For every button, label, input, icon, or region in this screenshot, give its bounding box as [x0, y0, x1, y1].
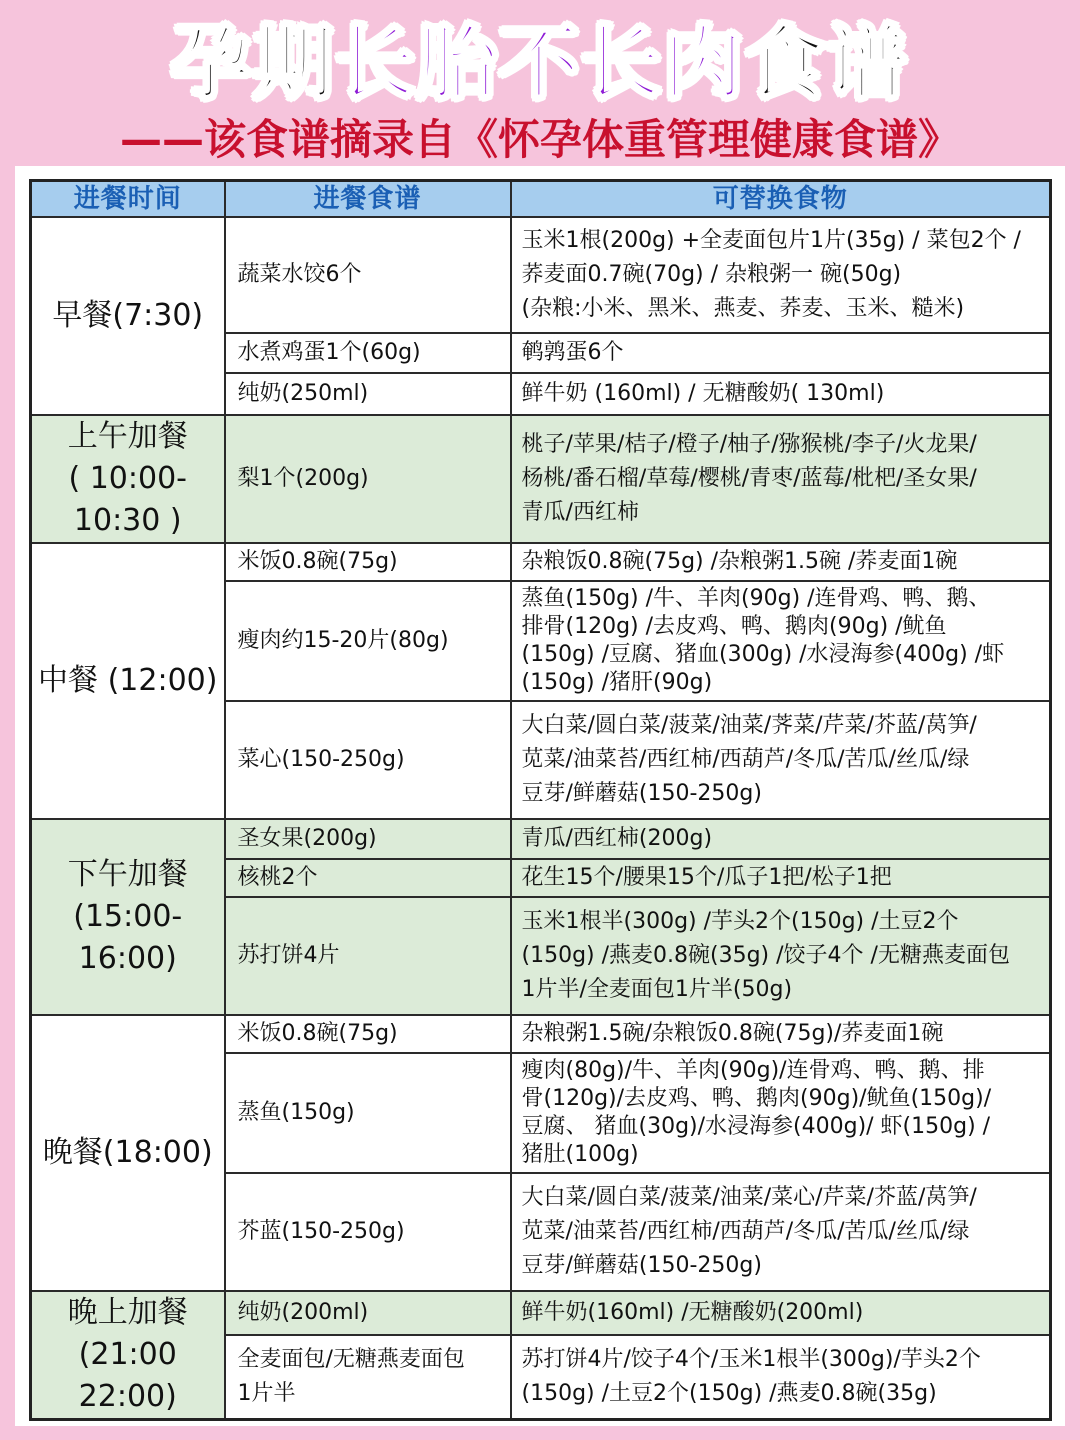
table-row [31, 217, 1051, 333]
menu-table [29, 179, 1052, 1421]
dish-cell: 蒸鱼(150g) [225, 1053, 511, 1173]
alt-line: 豆芽/鲜蘑菇(150-250g) [521, 1253, 762, 1278]
dish-cell: 水煮鸡蛋1个(60g) [225, 333, 511, 373]
alt-line: (150g) /土豆2个(150g) /燕麦0.8碗(35g) [521, 1381, 937, 1407]
alt-cell: 杂粮饭0.8碗(75g) /杂粮粥1.5碗 /荞麦面1碗 [511, 543, 1051, 581]
alt-cell: 花生15个/腰果15个/瓜子1把/松子1把 [511, 859, 1051, 897]
alt-line: 豆腐、 猪血(30g)/水浸海参(400g)/ 虾(150g) / [521, 1114, 991, 1139]
alt-cell: 青瓜/西红柿(200g) [511, 819, 1051, 859]
time-line: 上午加餐 [67, 419, 188, 454]
alt-line: (杂粮:小米、黑米、燕麦、荞麦、玉米、糙米) [521, 296, 965, 321]
dish-cell: 核桃2个 [225, 859, 511, 897]
header-alternatives: 可替换食物 [511, 181, 1051, 218]
table-row [31, 1015, 1051, 1053]
alt-line: 豆芽/鲜蘑菇(150-250g) [521, 781, 762, 806]
meal-time-dinner: 晚餐(18:00) [31, 1015, 225, 1291]
dish-cell: 米饭0.8碗(75g) [225, 543, 511, 581]
dish-cell [225, 1335, 511, 1419]
alt-line: 排骨(120g) /去皮鸡、鸭、鹅肉(90g) /鱿鱼 [521, 614, 947, 639]
alt-line: 1片半/全麦面包1片半(50g) [521, 977, 793, 1002]
meal-time-evening-snack [31, 1291, 225, 1420]
alt-cell: 杂粮粥1.5碗/杂粮饭0.8碗(75g)/荞麦面1碗 [511, 1015, 1051, 1053]
dish-cell: 蔬菜水饺6个 [225, 217, 511, 333]
alt-line: 大白菜/圆白菜/菠菜/油菜/荠菜/芹菜/芥蓝/莴笋/ [521, 713, 977, 738]
time-line: 晚上加餐 [67, 1295, 188, 1330]
alt-line: 荞麦面0.7碗(70g) / 杂粮粥一 碗(50g) [521, 262, 902, 287]
header-meal-time: 进餐时间 [31, 181, 225, 218]
alt-cell [511, 581, 1051, 701]
alt-cell [511, 217, 1051, 333]
time-line: (15:00-16:00) [73, 899, 183, 976]
alt-line: 苋菜/油菜苔/西红柿/西葫芦/冬瓜/苦瓜/丝瓜/绿 [521, 747, 970, 772]
alt-line: 苋菜/油菜苔/西红柿/西葫芦/冬瓜/苦瓜/丝瓜/绿 [521, 1219, 970, 1244]
alt-line: (150g) /猪肝(90g) [521, 670, 713, 695]
alt-line: 骨(120g)/去皮鸡、鸭、鹅肉(90g)/鱿鱼(150g)/ [521, 1086, 992, 1111]
menu-sheet [15, 166, 1065, 1426]
alt-line: 苏打饼4片/饺子4个/玉米1根半(300g)/芋头2个 [521, 1347, 981, 1373]
time-line: 下午加餐 [67, 857, 188, 892]
alt-cell [511, 415, 1051, 543]
alt-line: 蒸鱼(150g) /牛、羊肉(90g) /连骨鸡、鸭、鹅、 [521, 586, 991, 611]
page-title [0, 14, 1080, 114]
alt-line: 玉米1根(200g) +全麦面包片1片(35g) / 菜包2个 / [521, 228, 1021, 253]
dish-line: 1片半 [237, 1381, 296, 1407]
meal-time-breakfast: 早餐(7:30) [31, 217, 225, 415]
alt-cell: 鹌鹑蛋6个 [511, 333, 1051, 373]
alt-line: 桃子/苹果/桔子/橙子/柚子/猕猴桃/李子/火龙果/ [521, 432, 977, 457]
title-part-2: 长胎不长肉 [335, 17, 745, 110]
time-line: (21:00 22:00) [78, 1337, 177, 1414]
table-row [31, 1291, 1051, 1335]
alt-cell [511, 1053, 1051, 1173]
alt-line: 猪肚(100g) [521, 1142, 639, 1167]
dish-line: 全麦面包/无糖燕麦面包 [237, 1347, 465, 1373]
time-line: ( 10:00-10:30 ) [68, 461, 188, 538]
meal-time-morning-snack [31, 415, 225, 543]
header-row [31, 181, 1051, 218]
dish-cell: 米饭0.8碗(75g) [225, 1015, 511, 1053]
dish-cell: 纯奶(250ml) [225, 373, 511, 415]
dish-cell: 纯奶(200ml) [225, 1291, 511, 1335]
alt-cell [511, 1173, 1051, 1291]
dish-cell: 瘦肉约15-20片(80g) [225, 581, 511, 701]
meal-time-lunch: 中餐 (12:00) [31, 543, 225, 819]
dish-cell: 菜心(150-250g) [225, 701, 511, 819]
alt-cell [511, 897, 1051, 1015]
alt-cell: 鲜牛奶(160ml) /无糖酸奶(200ml) [511, 1291, 1051, 1335]
dish-cell: 苏打饼4片 [225, 897, 511, 1015]
alt-line: (150g) /燕麦0.8碗(35g) /饺子4个 /无糖燕麦面包 [521, 943, 1010, 968]
alt-line: 大白菜/圆白菜/菠菜/油菜/菜心/芹菜/芥蓝/莴笋/ [521, 1185, 977, 1210]
title-part-1: 孕期 [171, 17, 335, 110]
alt-line: (150g) /豆腐、猪血(300g) /水浸海参(400g) /虾 [521, 642, 1005, 667]
meal-time-afternoon-snack [31, 819, 225, 1015]
alt-line: 青瓜/西红柿 [521, 500, 639, 525]
alt-cell [511, 701, 1051, 819]
alt-cell [511, 1335, 1051, 1419]
alt-line: 杨桃/番石榴/草莓/樱桃/青枣/蓝莓/枇杷/圣女果/ [521, 466, 977, 491]
page-subtitle: ——该食谱摘录自《怀孕体重管理健康食谱》 [119, 115, 960, 164]
dish-cell: 芥蓝(150-250g) [225, 1173, 511, 1291]
header-meal-menu: 进餐食谱 [225, 181, 511, 218]
alt-line: 玉米1根半(300g) /芋头2个(150g) /土豆2个 [521, 909, 959, 934]
alt-cell: 鲜牛奶 (160ml) / 无糖酸奶( 130ml) [511, 373, 1051, 415]
table-row [31, 415, 1051, 543]
dish-cell: 梨1个(200g) [225, 415, 511, 543]
table-row [31, 819, 1051, 859]
alt-line: 瘦肉(80g)/牛、羊肉(90g)/连骨鸡、鸭、鹅、排 [521, 1058, 985, 1083]
title-part-3: 食谱 [745, 17, 909, 110]
dish-cell: 圣女果(200g) [225, 819, 511, 859]
table-row [31, 543, 1051, 581]
